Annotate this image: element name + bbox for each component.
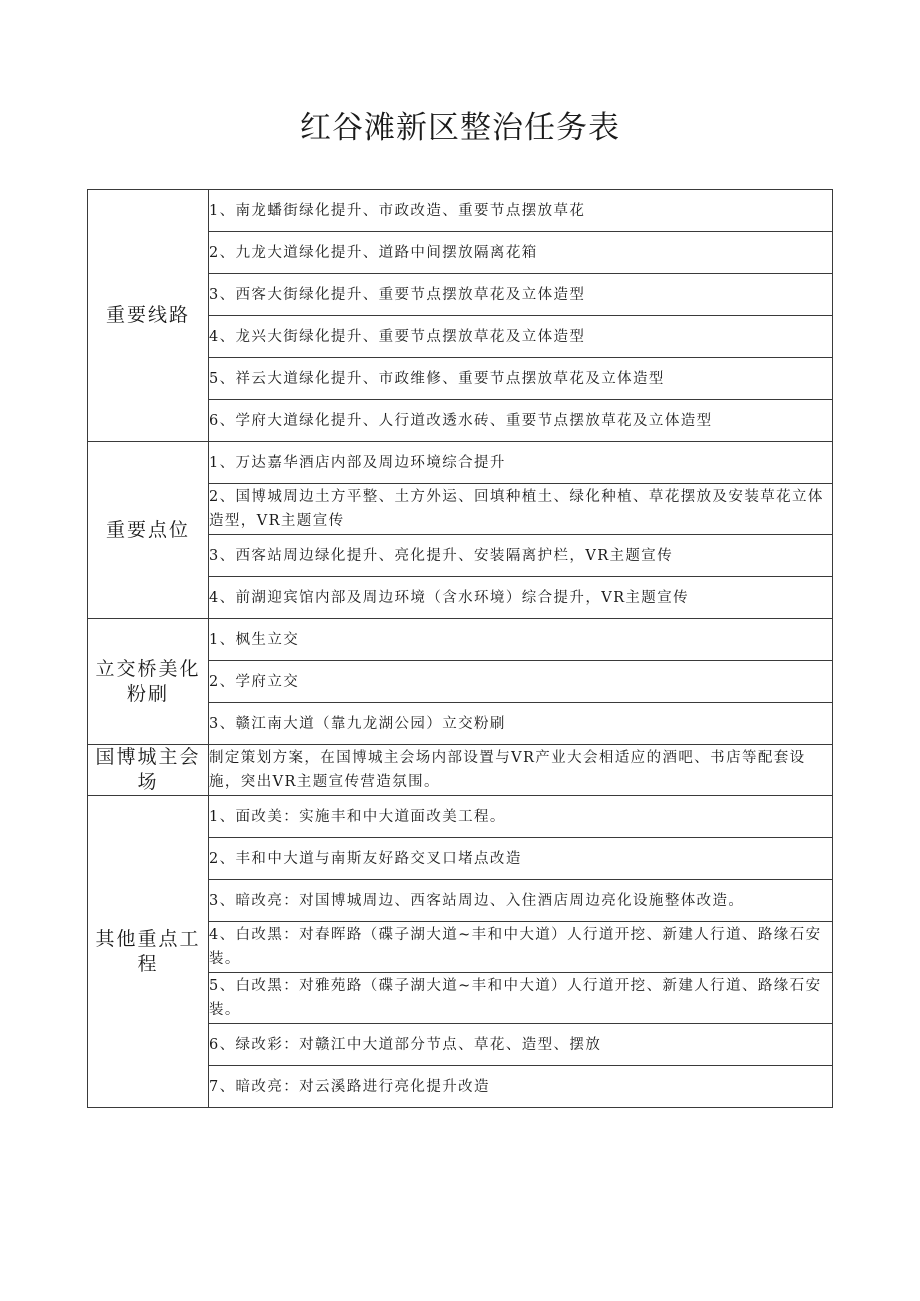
table-row: [88, 442, 833, 484]
table-row: [88, 745, 833, 796]
task-item: 6、学府大道绿化提升、人行道改透水砖、重要节点摆放草花及立体造型: [209, 400, 833, 442]
table-row: [88, 190, 833, 232]
table-row: [88, 796, 833, 838]
task-item: 1、面改美：实施丰和中大道面改美工程。: [209, 796, 833, 838]
category-cell: 重要点位: [88, 442, 209, 619]
task-item: 1、枫生立交: [209, 619, 833, 661]
task-item: 制定策划方案，在国博城主会场内部设置与VR产业大会相适应的酒吧、书店等配套设施，突出VR主题宣传营造氛围。: [209, 745, 833, 796]
task-item: 6、绿改彩：对赣江中大道部分节点、草花、造型、摆放: [209, 1024, 833, 1066]
document-title: 红谷滩新区整治任务表: [300, 110, 620, 146]
task-item: 2、九龙大道绿化提升、道路中间摆放隔离花箱: [209, 232, 833, 274]
category-cell: 立交桥美化粉刷: [88, 619, 209, 745]
task-item: 1、南龙蟠街绿化提升、市政改造、重要节点摆放草花: [209, 190, 833, 232]
task-item: 2、丰和中大道与南斯友好路交叉口堵点改造: [209, 838, 833, 880]
task-item: 3、西客站周边绿化提升、亮化提升、安装隔离护栏，VR主题宣传: [209, 535, 833, 577]
task-item: 2、学府立交: [209, 661, 833, 703]
task-item: 3、西客大街绿化提升、重要节点摆放草花及立体造型: [209, 274, 833, 316]
task-item: 2、国博城周边土方平整、土方外运、回填种植土、绿化种植、草花摆放及安装草花立体造型，VR主题宣传: [209, 484, 833, 535]
task-item: 3、赣江南大道（靠九龙湖公园）立交粉刷: [209, 703, 833, 745]
task-item: 4、前湖迎宾馆内部及周边环境（含水环境）综合提升，VR主题宣传: [209, 577, 833, 619]
task-item: 3、暗改亮：对国博城周边、西客站周边、入住酒店周边亮化设施整体改造。: [209, 880, 833, 922]
category-cell: 其他重点工程: [88, 796, 209, 1108]
task-item: 5、祥云大道绿化提升、市政维修、重要节点摆放草花及立体造型: [209, 358, 833, 400]
task-item: 4、白改黑：对春晖路（碟子湖大道~丰和中大道）人行道开挖、新建人行道、路缘石安装。: [209, 922, 833, 973]
task-item: 5、白改黑：对雅苑路（碟子湖大道~丰和中大道）人行道开挖、新建人行道、路缘石安装。: [209, 973, 833, 1024]
category-cell: 重要线路: [88, 190, 209, 442]
task-table: [87, 189, 833, 1108]
table-row: [88, 619, 833, 661]
task-item: 4、龙兴大街绿化提升、重要节点摆放草花及立体造型: [209, 316, 833, 358]
task-item: 7、暗改亮：对云溪路进行亮化提升改造: [209, 1066, 833, 1108]
task-item: 1、万达嘉华酒店内部及周边环境综合提升: [209, 442, 833, 484]
category-cell: 国博城主会场: [88, 745, 209, 796]
